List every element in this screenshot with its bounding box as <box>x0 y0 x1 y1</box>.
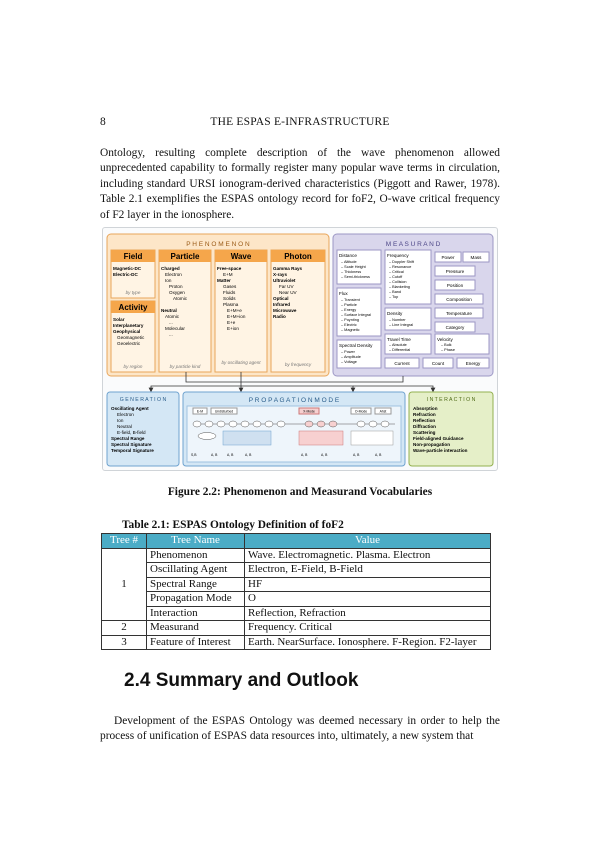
measurand-tag-label: Energy <box>465 361 481 366</box>
tree-node <box>357 421 365 427</box>
tree-name-cell: Spectral Range <box>147 577 245 592</box>
measurand-tag-label: Category <box>445 325 465 330</box>
particle-item: Molecular <box>165 326 185 331</box>
frequency-item: – Critical <box>389 270 404 274</box>
generation-item: E-field, B-field <box>117 430 146 435</box>
activity-item: Interplanetary <box>113 323 144 328</box>
propagation-title: P R O P A G A T I O N M O D E <box>248 397 340 404</box>
distance-item: – Altitude <box>341 260 357 264</box>
particle-item: Proton <box>169 284 183 289</box>
value-cell: Electron, E-Field, B-Field <box>245 563 491 578</box>
value-cell: Wave. Electromagnetic. Plasma. Electron <box>245 548 491 563</box>
interaction-panel <box>409 392 493 466</box>
frequency-item: – Band <box>389 290 402 294</box>
frequency-item: – Cutoff <box>389 275 403 279</box>
table-row <box>102 635 491 650</box>
value-cell: Reflection, Refraction <box>245 606 491 621</box>
value-cell: HF <box>245 577 491 592</box>
flux-item: – Poynting <box>341 318 359 322</box>
photon-title: Photon <box>284 252 312 261</box>
particle-item: Charged <box>161 266 180 271</box>
generation-item: Ion <box>117 418 124 423</box>
flux-item: – Electric <box>341 323 357 327</box>
tree-group <box>351 431 393 445</box>
tree-node <box>229 421 237 427</box>
wave-item: Free-space <box>217 266 242 271</box>
measurand-tag-label: Temperature <box>446 311 472 316</box>
table-header-cell: Tree # <box>102 534 147 549</box>
frequency-item: – Collision <box>389 280 407 284</box>
running-title: THE ESPAS E-INFRASTRUCTURE <box>210 116 390 128</box>
frequency-title: Frequency <box>387 253 409 258</box>
propagation-tag-label: Undisturbed <box>214 409 234 414</box>
connector-arrow <box>241 386 353 390</box>
spectral-item: – Amplitude <box>341 355 361 359</box>
table-header-row <box>102 534 491 549</box>
measurand-tag-label: Current <box>394 361 410 366</box>
generation-item: Spectral Range <box>111 436 145 441</box>
tree-node <box>277 421 285 427</box>
distance-title: Distance <box>339 253 357 258</box>
measurand-tag-label: Pressure <box>445 269 465 274</box>
tree-node-label: A, B <box>321 453 328 457</box>
generation-item: Spectral Signature <box>111 442 152 447</box>
generation-item: Oscillating Agent <box>111 406 149 411</box>
tree-name-cell: Propagation Mode <box>147 592 245 607</box>
density-item: – Line Integral <box>389 323 414 327</box>
table-header-cell: Tree Name <box>147 534 245 549</box>
running-head <box>100 116 500 132</box>
interaction-title: I N T E R A C T I O N <box>426 397 476 403</box>
velocity-title: Velocity <box>437 337 453 342</box>
connector-arrow <box>353 386 433 390</box>
particle-item: Atomic <box>173 296 188 301</box>
value-cell: Earth. NearSurface. Ionosphere. F-Region. F2-layer <box>245 635 491 650</box>
wave-item: E+ion <box>227 326 239 331</box>
tree-node <box>369 421 377 427</box>
tree-node-label: A, B <box>211 453 218 457</box>
distance-item: – Thickness <box>341 270 362 274</box>
table-row <box>102 577 491 592</box>
figure-diagram <box>102 227 498 471</box>
tree-node <box>205 421 213 427</box>
activity-item: Geoelectric <box>117 341 141 346</box>
closing-paragraph: Development of the ESPAS Ontology was deemed necessary in order to help the process of unification of ESPAS data resources into, ultimately, a new system that <box>100 715 500 743</box>
generation-item: Neutral <box>117 424 132 429</box>
wave-item: Matter <box>217 278 231 283</box>
phenomenon-title: P H E N O M E N O N <box>186 241 250 248</box>
interaction-item: Absorption <box>413 406 438 411</box>
tree-node-label: A, B <box>375 453 382 457</box>
section-heading: 2.4 Summary and Outlook <box>124 670 359 691</box>
spectral-item: – Power <box>341 350 355 354</box>
table-row <box>102 606 491 621</box>
photon-item: Microwave <box>273 308 297 313</box>
travel-time-item: – Absolute <box>389 343 407 347</box>
photon-item: Far UV <box>279 284 294 289</box>
particle-title: Particle <box>170 252 200 261</box>
tree-node-label: A, B <box>227 453 234 457</box>
interaction-item: Reflection <box>413 418 436 423</box>
flux-item: – Transient <box>341 298 360 302</box>
wave-item: E+M+e <box>227 308 242 313</box>
tree-name-cell: Interaction <box>147 606 245 621</box>
flux-item: – Particle <box>341 303 357 307</box>
frequency-item: – Blanketing <box>389 285 410 289</box>
density-item: – Number <box>389 318 406 322</box>
distance-item: – Semi-thickness <box>341 275 370 279</box>
particle-item: ... <box>169 320 173 325</box>
measurand-tag-label: Power <box>441 255 455 260</box>
photon-footer: by frequency <box>284 362 312 367</box>
interaction-item: Wave-particle interaction <box>413 448 468 453</box>
photon-item: Near UV <box>279 290 297 295</box>
activity-item: Geomagnetic <box>117 335 145 340</box>
tree-node-label: A, B <box>353 453 360 457</box>
activity-title: Activity <box>118 303 148 312</box>
tree-name-cell: Oscillating Agent <box>147 563 245 578</box>
particle-item: Ion <box>165 278 172 283</box>
particle-item: Oxygen <box>169 290 185 295</box>
table-row <box>102 621 491 636</box>
value-cell: Frequency. Critical <box>245 621 491 636</box>
table-row <box>102 592 491 607</box>
field-item: Electric-DC <box>113 272 138 277</box>
velocity-item: – Bulk <box>441 343 452 347</box>
tree-group <box>299 431 343 445</box>
interaction-item: Field-aligned Guidance <box>413 436 464 441</box>
tree-node <box>265 421 273 427</box>
field-footer: by type <box>125 290 141 295</box>
distance-item: – Scale Height <box>341 265 366 269</box>
measurand-tag-label: Mass <box>470 255 482 260</box>
interaction-item: Scattering <box>413 430 436 435</box>
generation-item: Electron <box>117 412 134 417</box>
travel-time-item: – Differential <box>389 348 411 352</box>
activity-item: Solar <box>113 317 125 322</box>
field-title: Field <box>123 252 143 261</box>
flux-item: – Energy <box>341 308 357 312</box>
photon-item: Infrared <box>273 302 291 307</box>
tree-node-label: A, B <box>245 453 252 457</box>
particle-item: ... <box>169 332 173 337</box>
measurand-tag-label: Position <box>446 283 464 288</box>
propagation-tag-label: O-Mode <box>354 409 368 414</box>
frequency-item: – Top <box>389 295 399 299</box>
flux-item: – Magnetic <box>341 328 360 332</box>
page-number: 8 <box>100 116 106 128</box>
measurand-tag-label: Count <box>431 361 445 366</box>
table-row <box>102 548 491 563</box>
photon-item: Gamma Rays <box>273 266 303 271</box>
table-row <box>102 563 491 578</box>
propagation-tag-label: X-Mode <box>303 409 315 414</box>
travel-time-title: Travel Time <box>387 337 411 342</box>
tree-node <box>381 421 389 427</box>
tree-group <box>223 431 271 445</box>
tree-node <box>317 421 325 427</box>
particle-item: Electron <box>165 272 182 277</box>
wave-item: E+M <box>223 272 233 277</box>
activity-footer: by region <box>123 364 143 369</box>
tree-number-cell: 1 <box>102 548 147 621</box>
tree-node <box>193 421 201 427</box>
frequency-item: – Resonance <box>389 265 412 269</box>
activity-item: Geophysical <box>113 329 141 334</box>
field-item: Magnetic-DC <box>113 266 142 271</box>
photon-item: Ultraviolet <box>273 278 296 283</box>
flux-item: – Surface Integral <box>341 313 371 317</box>
tree-node <box>217 421 225 427</box>
ontology-table <box>101 533 491 650</box>
value-cell: O <box>245 592 491 607</box>
figure-caption: Figure 2.2: Phenomenon and Measurand Vocabularies <box>167 486 433 498</box>
tree-node <box>241 421 249 427</box>
generation-title: G E N E R A T I O N <box>119 397 167 403</box>
measurand-title: M E A S U R A N D <box>385 241 441 248</box>
tree-name-cell: Feature of Interest <box>147 635 245 650</box>
wave-footer: by oscillating agent <box>221 360 261 365</box>
table-header-cell: Value <box>245 534 491 549</box>
photon-item: X-rays <box>273 272 288 277</box>
photon-item: Optical <box>273 296 289 301</box>
photon-item: Radio <box>273 314 286 319</box>
tree-node <box>198 433 216 440</box>
interaction-item: Non-propagation <box>413 442 450 447</box>
tree-node-label: A, B <box>301 453 308 457</box>
wave-item: Gases <box>223 284 237 289</box>
frequency-item: – Doppler Shift <box>389 260 415 264</box>
tree-node <box>305 421 313 427</box>
interaction-item: Diffraction <box>413 424 436 429</box>
diagram-svg <box>103 228 497 470</box>
interaction-item: Refraction <box>413 412 436 417</box>
wave-item: Solids <box>223 296 236 301</box>
wave-item: Fluids <box>223 290 236 295</box>
wave-item: E+M+ion <box>227 314 246 319</box>
tree-node <box>253 421 261 427</box>
intro-paragraph: Ontology, resulting complete description of the wave phenomenon allowed unprecedented capability to formally register many popular wave terms in circulation, including standard URSI ionogram-derived characteristics (Piggott and Rawer, 1978). Table 2.1 exemplifies the ESPAS ontology record for foF2, O-wave critical frequency of F2 layer in the ionosphere. <box>100 147 500 221</box>
particle-item: Neutral <box>161 308 177 313</box>
measurand-tag-label: Composition <box>446 297 472 302</box>
tree-node <box>329 421 337 427</box>
table-caption: Table 2.1: ESPAS Ontology Definition of foF2 <box>122 519 344 531</box>
propagation-tag-label: E-M <box>196 409 204 414</box>
tree-name-cell: Phenomenon <box>147 548 245 563</box>
spectral-item: – Voltage <box>341 360 357 364</box>
density-title: Density <box>387 311 403 316</box>
tree-number-cell: 2 <box>102 621 147 636</box>
wave-item: E+e <box>227 320 236 325</box>
generation-item: Temporal Signature <box>111 448 154 453</box>
tree-name-cell: Measurand <box>147 621 245 636</box>
spectral-title: Spectral Density <box>339 343 373 348</box>
tree-node-label: S,B <box>191 453 197 457</box>
tree-number-cell: 3 <box>102 635 147 650</box>
generation-panel <box>107 392 179 466</box>
particle-footer: by particle kind <box>169 364 201 369</box>
flux-title: Flux <box>339 291 348 296</box>
wave-item: Plasma <box>223 302 239 307</box>
propagation-tag-label: Ahst <box>379 409 387 414</box>
wave-title: Wave <box>230 252 252 261</box>
particle-item: Atomic <box>165 314 180 319</box>
velocity-item: – Phase <box>441 348 455 352</box>
